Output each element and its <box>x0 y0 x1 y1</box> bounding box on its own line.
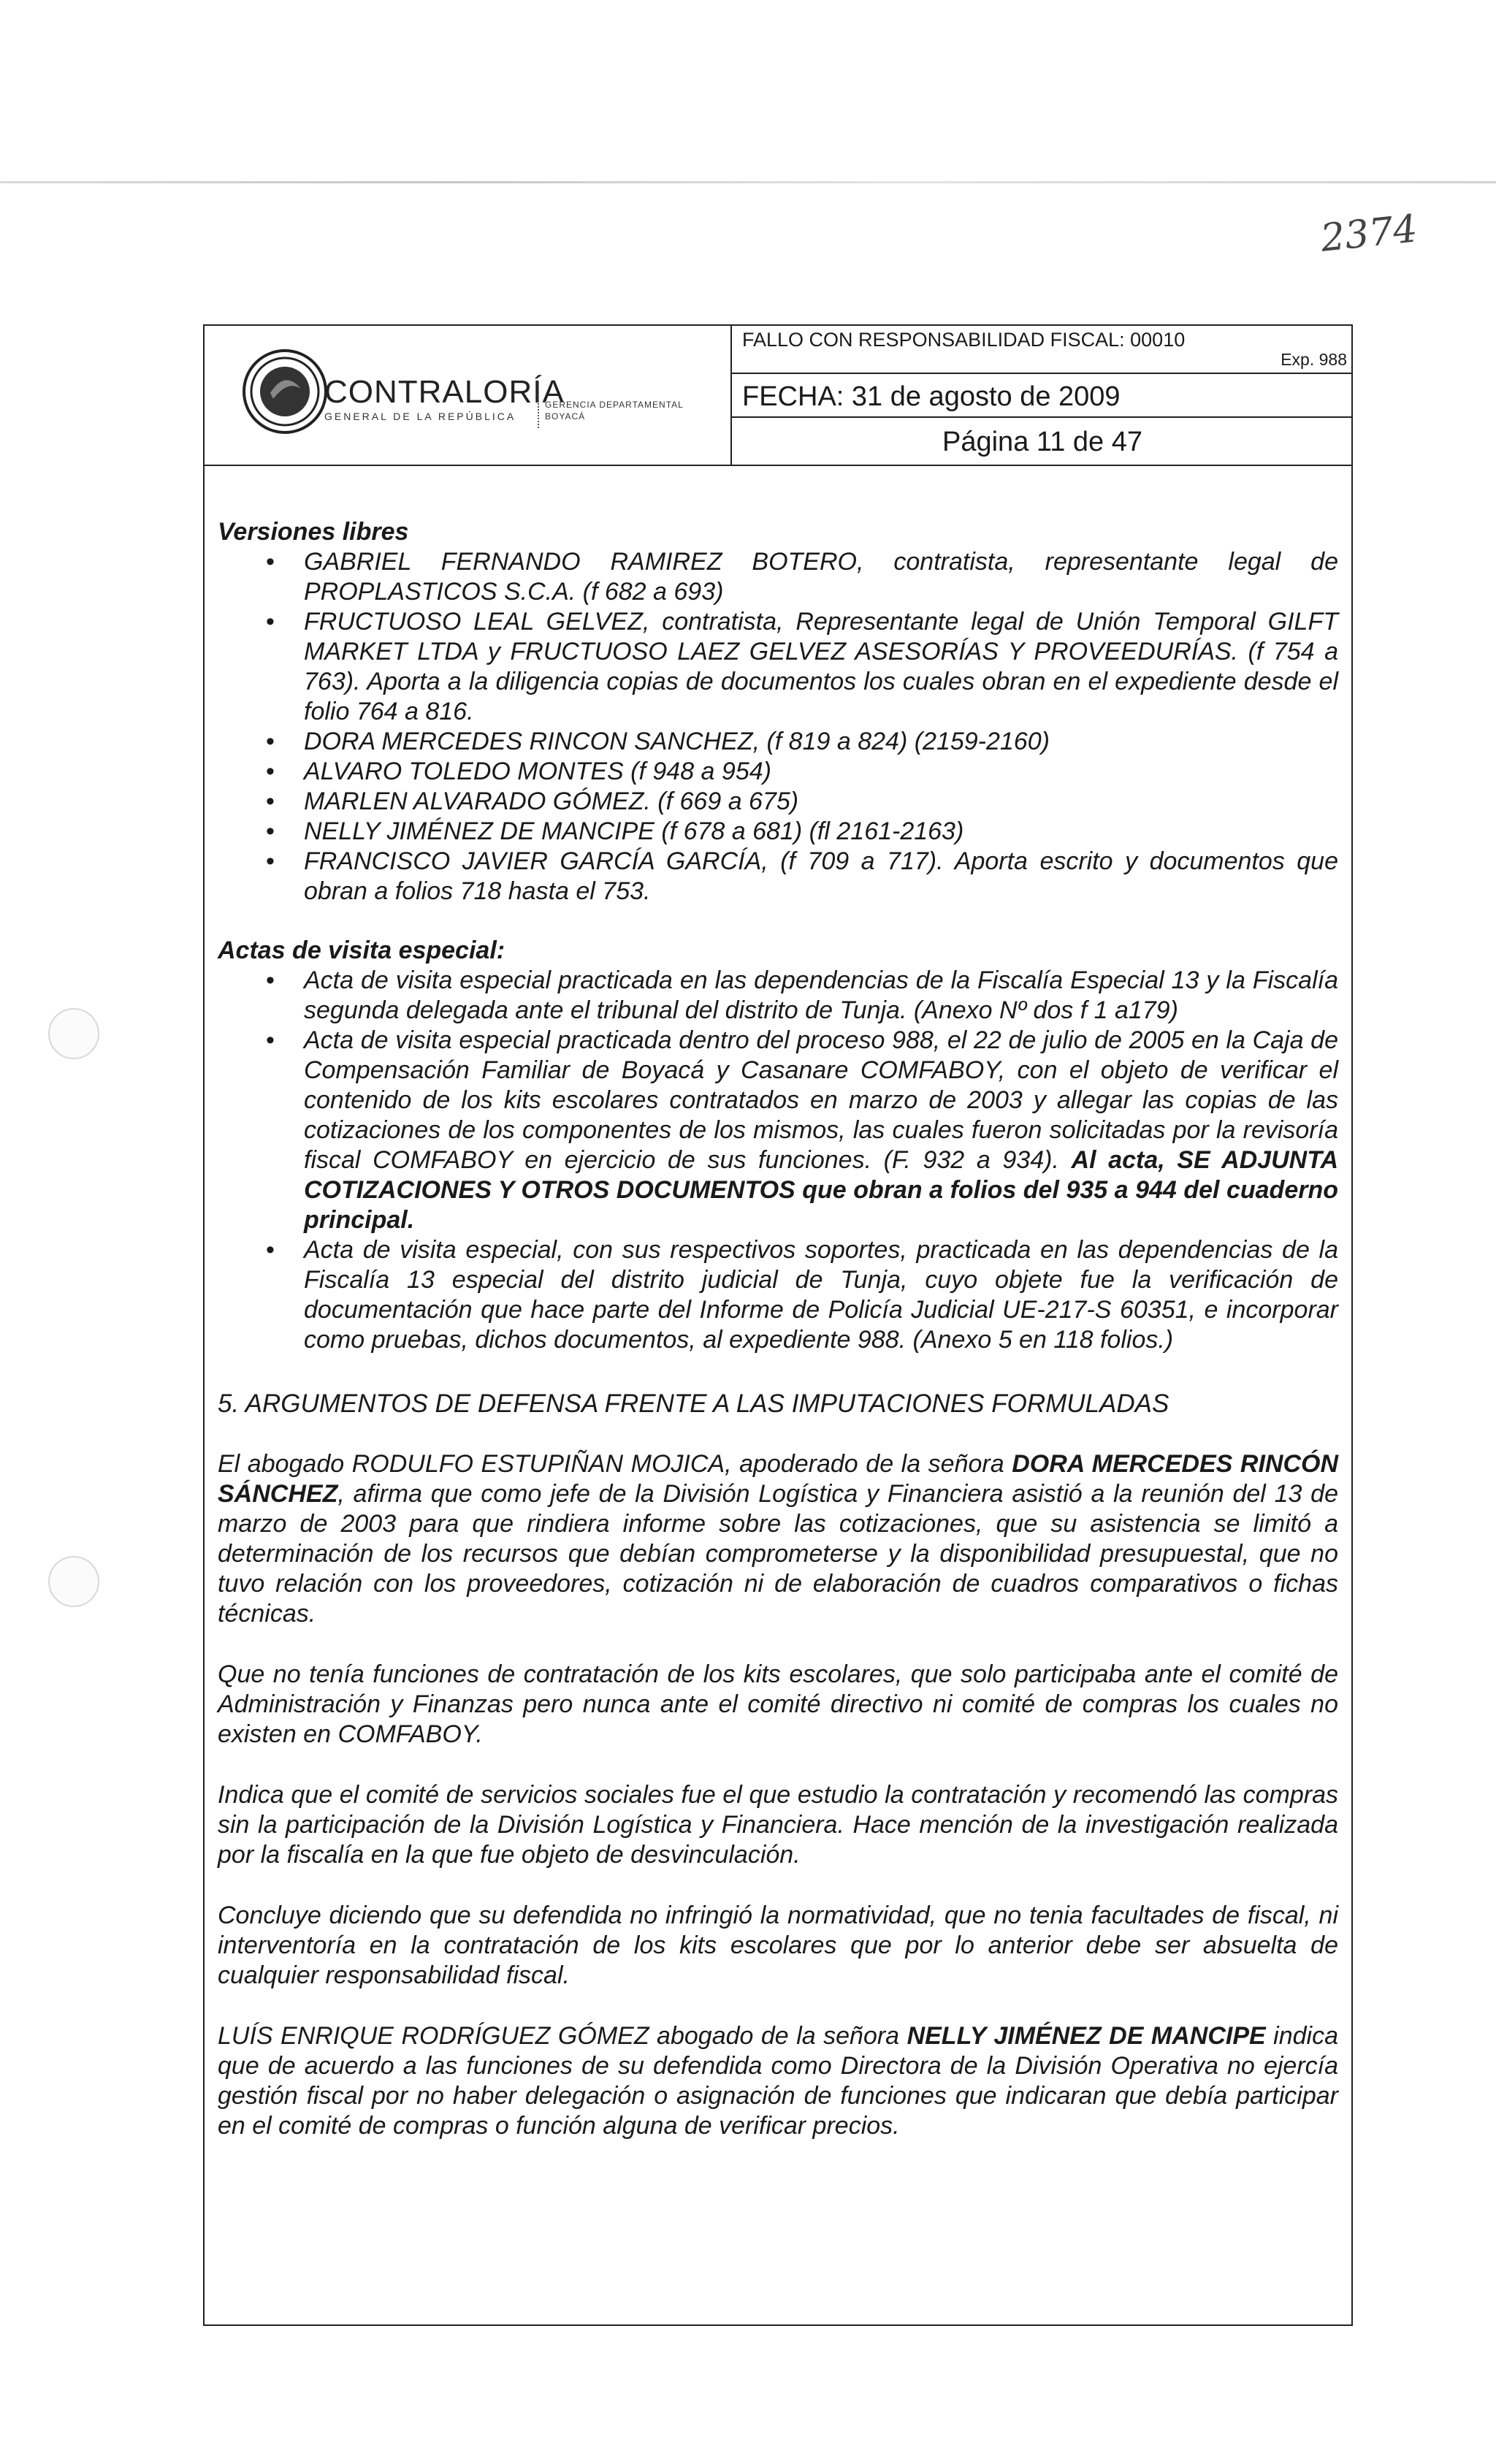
paragraph: Que no tenía funciones de contratación de los kits escolares, que solo participaba ante el comité de Administración y Finanzas pero nunca ante el comité directivo ni comité de compras los cuales no existen en COMFABOY. <box>218 1660 1338 1748</box>
list-item: • Acta de visita especial practicada en las dependencias de la Fiscalía Especial 13 y la Fiscalía segunda delegada ante el tribunal del distrito de Tunja. (Anexo Nº dos f 1 a179) <box>218 966 1338 1026</box>
paragraph-text: El abogado RODULFO ESTUPIÑAN MOJICA, apoderado de la señora <box>218 1450 1012 1478</box>
paragraph-bold: DORA MERCEDES RINCÓN SÁNCHEZ <box>218 1450 1338 1508</box>
actas-title: Actas de visita especial: <box>218 937 505 964</box>
punch-hole <box>48 1008 99 1059</box>
list-item: • FRANCISCO JAVIER GARCÍA GARCÍA, (f 709 a 717). Aporta escrito y documentos que obran a folios 718 hasta el 753. <box>218 847 1338 907</box>
logo-name: CONTRALORÍA <box>324 374 565 410</box>
list-item: • DORA MERCEDES RINCON SANCHEZ, (f 819 a 824) (2159-2160) <box>218 727 1338 757</box>
list-item: • GABRIEL FERNANDO RAMIREZ BOTERO, contratista, representante legal de PROPLASTICOS S.C.A. (f 682 a 693) <box>218 547 1338 607</box>
punch-hole <box>48 1556 99 1607</box>
list-item: • Acta de visita especial, con sus respectivos soportes, practicada en las dependencias de la Fiscalía 13 especial del distrito judicial de Tunja, cuyo objete fue la verificación de documentación que hace parte del Informe de Policía Judicial UE-217-S 60351, e incorporar como pruebas, dichos documentos, al expediente 988. (Anexo 5 en 118 folios.) <box>218 1235 1338 1355</box>
logo-subtitle: GENERAL DE LA REPÚBLICA <box>324 411 516 422</box>
paragraph-text: indica que de acuerdo a las funciones de su defendida como Directora de la División Operativa no ejercía gestión fiscal por no haber delegación o asignación de funciones que indicaran que debía participar en el comité de compras o función alguna de verificar precios. <box>218 2022 1338 2140</box>
list-item: • NELLY JIMÉNEZ DE MANCIPE (f 678 a 681) (fl 2161-2163) <box>218 817 1338 847</box>
paragraph-text: , afirma que como jefe de la División Logística y Financiera asistió a la reunión del 13 de marzo de 2003 para que rindiera informe sobre las cotizaciones, que su asistencia se limitó a determinación de los recursos que debían comprometerse y la disponibilidad presupuestal, que no tuvo relación con los proveedores, cotización ni de elaboración de cuadros comparativos o fichas técnicas. <box>218 1480 1338 1628</box>
document-body <box>218 517 1338 2141</box>
paragraph <box>218 2021 1338 2141</box>
fallo-label: FALLO CON RESPONSABILIDAD FISCAL: 00010 <box>742 329 1186 351</box>
fallo-row <box>732 326 1353 374</box>
logo-separator <box>538 383 540 428</box>
acta-bold-text: Al acta, SE ADJUNTA COTIZACIONES Y OTROS DOCUMENTOS que obran a folios del 935 a 944 del cuaderno principal. <box>304 1146 1338 1234</box>
pagina-row <box>732 418 1353 465</box>
list-item: • ALVARO TOLEDO MONTES (f 948 a 954) <box>218 757 1338 787</box>
list-item: • FRUCTUOSO LEAL GELVEZ, contratista, Representante legal de Unión Temporal GILFT MARKET LTDA y FRUCTUOSO LAEZ GELVEZ ASESORÍAS Y PROVEEDURÍAS. (f 754 a 763). Aporta a la diligencia copias de documentos los cuales obran en el expediente desde el folio 764 a 816. <box>218 607 1338 727</box>
versiones-list <box>218 547 1338 907</box>
paragraph: Indica que el comité de servicios sociales fue el que estudio la contratación y recomendó las compras sin la participación de la División Logística y Financiera. Hace mención de la investigación realizada por la fiscalía en la que fue objeto de desvinculación. <box>218 1781 1338 1869</box>
acta-text: Acta de visita especial practicada dentro del proceso 988, el 22 de julio de 2005 en la Caja de Compensación Familiar de Boyacá y Casanare COMFABOY, con el objeto de verificar el contenido de los kits escolares contratados en marzo de 2003 y allegar las copias de las cotizaciones de los componentes de los mismos, las cuales fueron solicitadas por la revisoría fiscal COMFABOY en ejercicio de sus funciones. (F. 932 a 934). <box>304 1026 1338 1174</box>
handwritten-folio-number: 2374 <box>1318 207 1420 261</box>
header-meta <box>732 326 1353 465</box>
list-item: • MARLEN ALVARADO GÓMEZ. (f 669 a 675) <box>218 787 1338 817</box>
paragraph <box>218 1449 1338 1629</box>
list-item <box>218 1026 1338 1235</box>
section-heading: 5. ARGUMENTOS DE DEFENSA FRENTE A LAS IMPUTACIONES FORMULADAS <box>218 1389 1169 1418</box>
logo-dept-line: BOYACÁ <box>545 411 586 422</box>
fecha-label: FECHA: 31 de agosto de 2009 <box>742 381 1121 412</box>
paragraph: Concluye diciendo que su defendida no infringió la normatividad, que no tenia facultades de fiscal, ni interventoría en la contratación de los kits escolares que por lo anterior debe ser absuelta de cualquier responsabilidad fiscal. <box>218 1902 1338 1989</box>
paragraph-text: LUÍS ENRIQUE RODRÍGUEZ GÓMEZ abogado de la señora <box>218 2022 907 2050</box>
paragraph-bold: NELLY JIMÉNEZ DE MANCIPE <box>907 2022 1266 2050</box>
actas-list <box>218 966 1338 1355</box>
scan-edge-line <box>0 181 1496 183</box>
logo-department <box>545 399 684 422</box>
document-frame <box>203 324 1353 2326</box>
exp-label: Exp. 988 <box>1281 350 1347 369</box>
document-header <box>205 326 1351 466</box>
pagina-label: Página 11 de 47 <box>942 427 1142 457</box>
logo-dept-line: GERENCIA DEPARTAMENTAL <box>545 400 684 410</box>
versiones-title: Versiones libres <box>218 518 409 546</box>
fecha-row <box>732 374 1353 418</box>
logo-cell <box>205 326 732 465</box>
contraloria-logo-icon <box>241 348 329 435</box>
